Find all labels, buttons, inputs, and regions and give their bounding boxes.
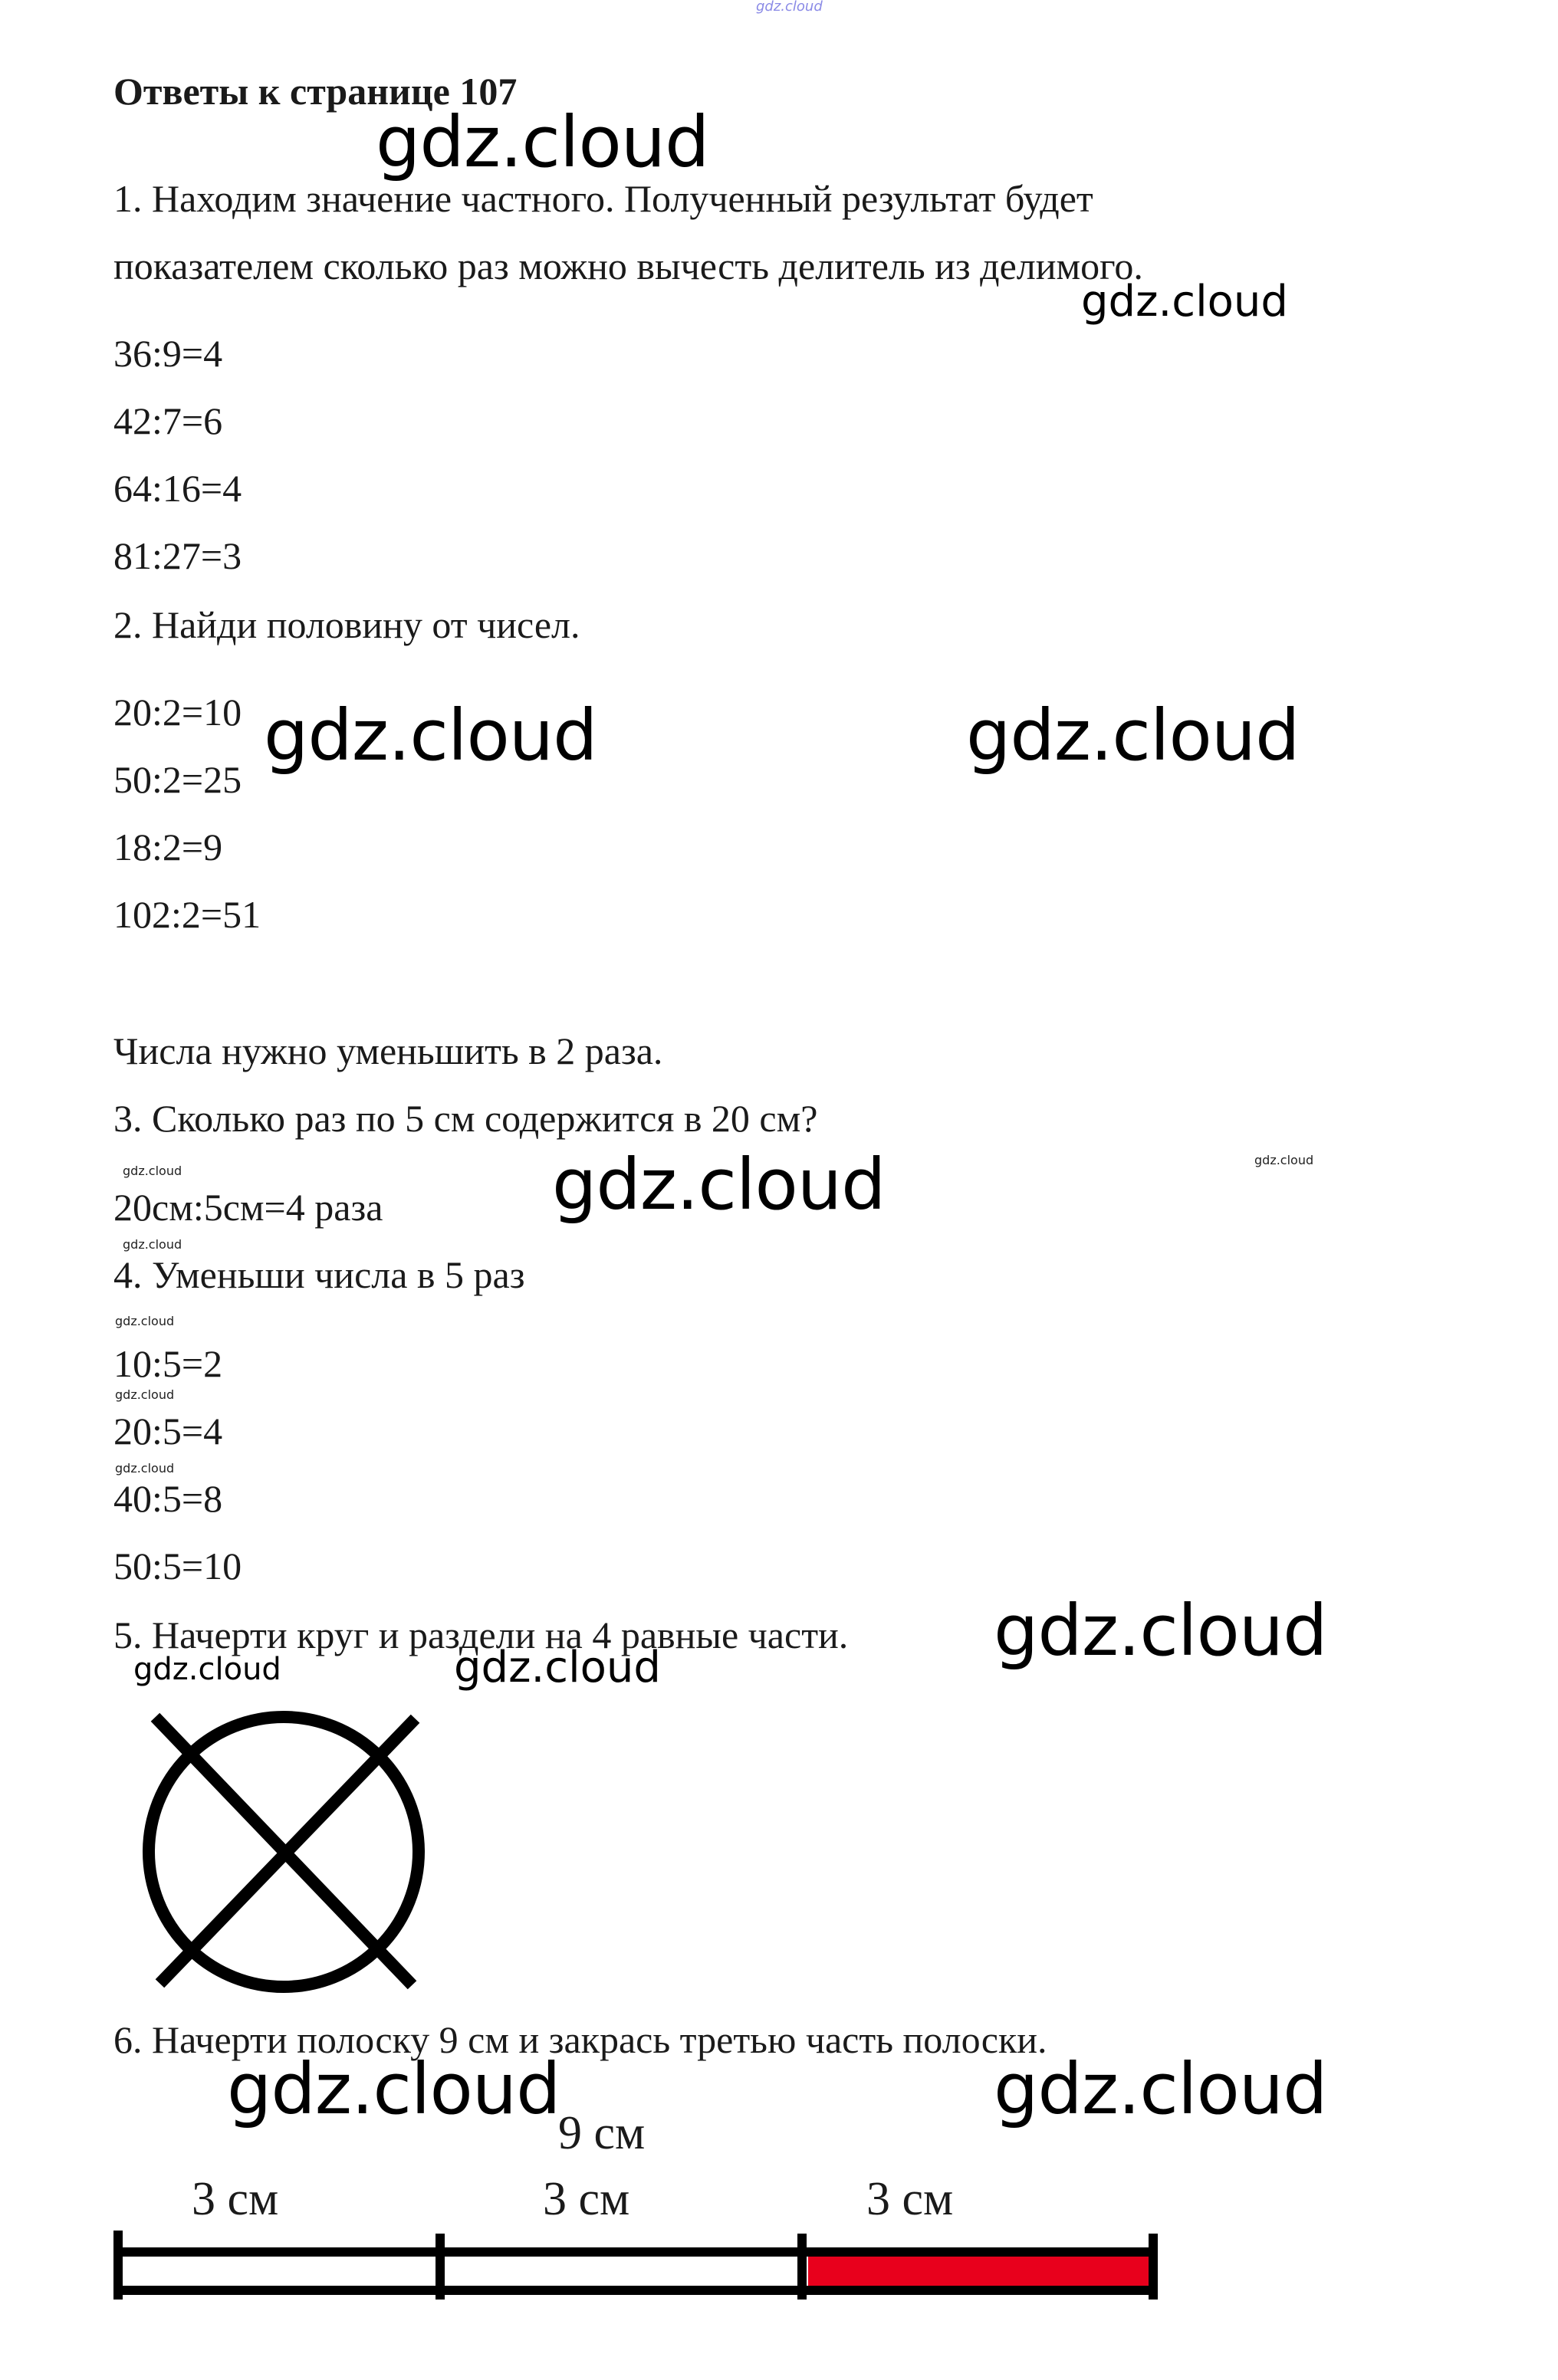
watermark: gdz.cloud [994,1590,1327,1672]
strip-shaded-segment [808,2252,1153,2290]
task4-heading: 4. Уменьши числа в 5 раз [113,1253,525,1296]
watermark-tiny: gdz.cloud [123,1164,182,1178]
task1-answer: 36:9=4 [113,332,223,375]
task1-answer: 64:16=4 [113,467,242,510]
strip-figure [107,2215,1165,2307]
task1-text-line2: показателем сколько раз можно вычесть делитель из делимого. [113,245,1143,287]
strip-total-label: 9 см [558,2107,646,2159]
segment-label: 3 см [192,2173,279,2225]
task2-conclusion: Числа нужно уменьшить в 2 раза. [113,1029,663,1072]
task2-answer: 50:2=25 [113,758,242,801]
task1-text-line1: 1. Находим значение частного. Полученный результат будет [113,177,1093,220]
task3-answer: 20см:5см=4 раза [113,1186,383,1229]
watermark-top: gdz.cloud [756,0,823,15]
watermark: gdz.cloud [227,2048,560,2130]
task1-answer: 42:7=6 [113,399,223,442]
watermark-tiny: gdz.cloud [115,1461,175,1476]
watermark: gdz.cloud [552,1144,886,1226]
watermark-tiny: gdz.cloud [1254,1153,1314,1167]
task4-answer: 40:5=8 [113,1477,223,1520]
task4-answer: 20:5=4 [113,1410,223,1453]
watermark-tiny: gdz.cloud [115,1387,175,1402]
segment-label: 3 см [866,2173,954,2225]
task2-answer: 18:2=9 [113,826,223,868]
task4-answer: 10:5=2 [113,1342,223,1385]
task2-heading: 2. Найди половину от чисел. [113,603,580,646]
watermark: gdz.cloud [133,1652,281,1687]
task1-answer: 81:27=3 [113,534,242,577]
watermark: gdz.cloud [264,694,597,776]
task3-heading: 3. Сколько раз по 5 см содержится в 20 см? [113,1097,818,1140]
circle-quarters-figure [138,1702,445,1993]
task2-answer: 20:2=10 [113,691,242,734]
task4-answer: 50:5=10 [113,1545,242,1587]
page-title: Ответы к странице 107 [113,70,518,113]
watermark-tiny: gdz.cloud [115,1314,175,1328]
watermark: gdz.cloud [376,101,709,183]
segment-label: 3 см [543,2173,630,2225]
task6-heading: 6. Начерти полоску 9 см и закрась третью часть полоски. [113,2018,1047,2061]
watermark-tiny: gdz.cloud [123,1237,182,1252]
watermark: gdz.cloud [994,2048,1327,2130]
watermark: gdz.cloud [966,694,1300,776]
task2-answer: 102:2=51 [113,893,261,936]
watermark: gdz.cloud [1081,277,1288,327]
task5-heading: 5. Начерти круг и раздели на 4 равные части. [113,1613,849,1656]
watermark: gdz.cloud [454,1643,661,1692]
